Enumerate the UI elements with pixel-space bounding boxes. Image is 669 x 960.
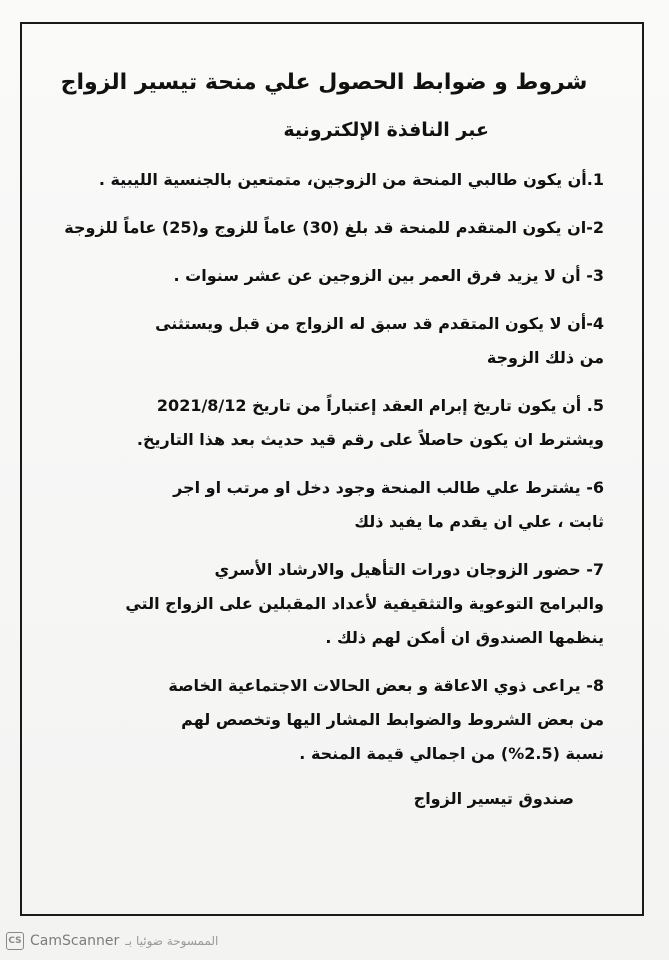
- condition-1-line-1: 1.أن يكون طالبي المنحة من الزوجين، متمتعين بالجنسية الليبية .: [98, 170, 604, 189]
- condition-6-line-1: 6- يشترط علي طالب المنحة وجود دخل او مرتب او اجر: [173, 478, 604, 497]
- condition-7-line-2: والبرامج التوعوية والتثقيفية لأعداد المقبلين على الزواج التي: [125, 594, 604, 613]
- document-body: [44, 70, 604, 808]
- condition-4-line-1: 4-أن لا يكون المتقدم قد سبق له الزواج من قبل ويستثنى: [155, 314, 604, 333]
- condition-4-line-2: من ذلك الزوجة: [486, 348, 604, 367]
- condition-8: [44, 669, 604, 771]
- condition-7: [44, 553, 604, 655]
- condition-3-line-1: 3- أن لا يزيد فرق العمر بين الزوجين عن عشر سنوات .: [173, 266, 604, 285]
- condition-6: [44, 471, 604, 539]
- camscanner-logo-icon: CS: [6, 932, 24, 950]
- condition-4: [44, 307, 604, 375]
- condition-8-line-3: نسبة (2.5%) من اجمالي قيمة المنحة .: [299, 744, 604, 763]
- document-signature: صندوق تيسير الزواج: [413, 789, 574, 808]
- condition-6-line-2: ثابت ، علي ان يقدم ما يفيد ذلك: [354, 512, 604, 531]
- condition-5-line-2: ويشترط ان يكون حاصلاً على رقم قيد حديث بعد هذا التاريخ.: [136, 430, 604, 449]
- document-title: شروط و ضوابط الحصول علي منحة تيسير الزواج: [60, 70, 588, 95]
- camscanner-watermark: [6, 932, 218, 950]
- condition-5: [44, 389, 604, 457]
- document-subtitle: عبر النافذة الإلكترونية: [283, 119, 489, 141]
- condition-1: [44, 163, 604, 197]
- condition-3: [44, 259, 604, 293]
- condition-2-line-1: 2-ان يكون المتقدم للمنحة قد بلغ (30) عاماً للزوج و(25) عاماً للزوجة: [64, 218, 604, 237]
- condition-5-line-1: 5. أن يكون تاريخ إبرام العقد إعتباراً من تاريخ 2021/8/12: [156, 396, 604, 415]
- condition-8-line-1: 8- يراعى ذوي الاعاقة و بعض الحالات الاجتماعية الخاصة: [168, 676, 604, 695]
- condition-8-line-2: من بعض الشروط والضوابط المشار اليها وتخصص لهم: [181, 710, 604, 729]
- condition-7-line-1: 7- حضور الزوجان دورات التأهيل والارشاد الأسري: [214, 560, 604, 579]
- condition-7-line-3: ينظمها الصندوق ان أمكن لهم ذلك .: [325, 628, 604, 647]
- condition-2: [44, 211, 604, 245]
- watermark-arabic-text: الممسوحة ضوئيا بـ: [125, 934, 219, 948]
- watermark-app-name: CamScanner: [30, 933, 120, 949]
